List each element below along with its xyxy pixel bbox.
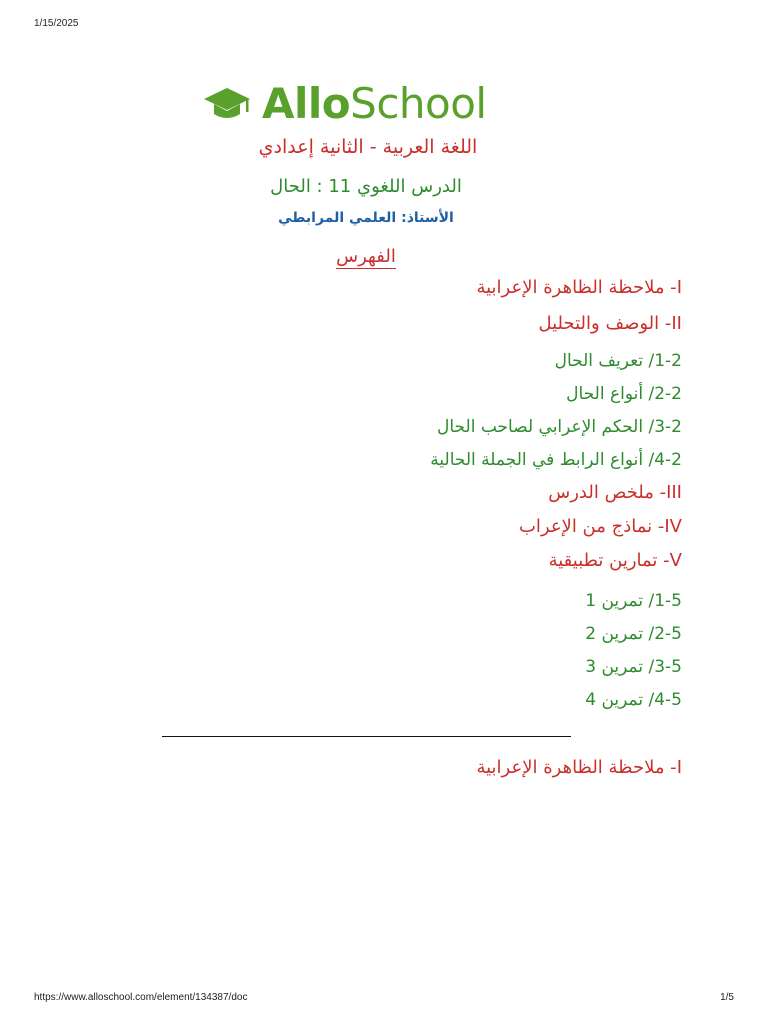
toc-item-5-1[interactable]: 1-5/ تمرين 1 — [585, 591, 682, 611]
toc-item-2-1[interactable]: 1-2/ تعريف الحال — [554, 351, 682, 371]
toc-item-2-2[interactable]: 2-2/ أنواع الحال — [566, 384, 682, 404]
teacher-name: الأستاذ: العلمي المرابطي — [278, 210, 454, 226]
graduation-cap-icon — [202, 84, 252, 124]
toc-item-2-4[interactable]: 4-2/ أنواع الرابط في الجملة الحالية — [430, 450, 682, 470]
index-heading-text: الفهرس — [336, 246, 396, 267]
toc-item-5-4[interactable]: 4-5/ تمرين 4 — [585, 690, 682, 710]
toc-item-2-3[interactable]: 3-2/ الحكم الإعرابي لصاحب الحال — [437, 417, 682, 437]
print-date: 1/15/2025 — [34, 18, 79, 29]
logo-text-bold: Allo — [262, 79, 351, 128]
divider — [162, 736, 571, 737]
logo-text-light: School — [350, 79, 487, 128]
toc-item-4[interactable]: IV- نماذج من الإعراب — [518, 516, 682, 537]
section-heading: I- ملاحظة الظاهرة الإعرابية — [476, 757, 682, 778]
alloschool-logo[interactable] — [202, 76, 487, 132]
logo-text — [262, 79, 487, 128]
subject-title: اللغة العربية - الثانية إعدادي — [258, 136, 478, 158]
toc-item-5[interactable]: V- تمارين تطبيقية — [548, 550, 682, 571]
toc-item-1[interactable]: I- ملاحظة الظاهرة الإعرابية — [476, 277, 682, 298]
lesson-title: الدرس اللغوي 11 : الحال — [270, 176, 462, 197]
toc-item-3[interactable]: III- ملخص الدرس — [548, 482, 682, 503]
toc-item-2[interactable]: II- الوصف والتحليل — [538, 313, 682, 334]
page-number: 1/5 — [720, 992, 734, 1003]
index-heading — [0, 246, 750, 267]
toc-item-5-2[interactable]: 2-5/ تمرين 2 — [585, 624, 682, 644]
toc-item-5-3[interactable]: 3-5/ تمرين 3 — [585, 657, 682, 677]
footer-url[interactable]: https://www.alloschool.com/element/134387/doc — [34, 992, 248, 1003]
